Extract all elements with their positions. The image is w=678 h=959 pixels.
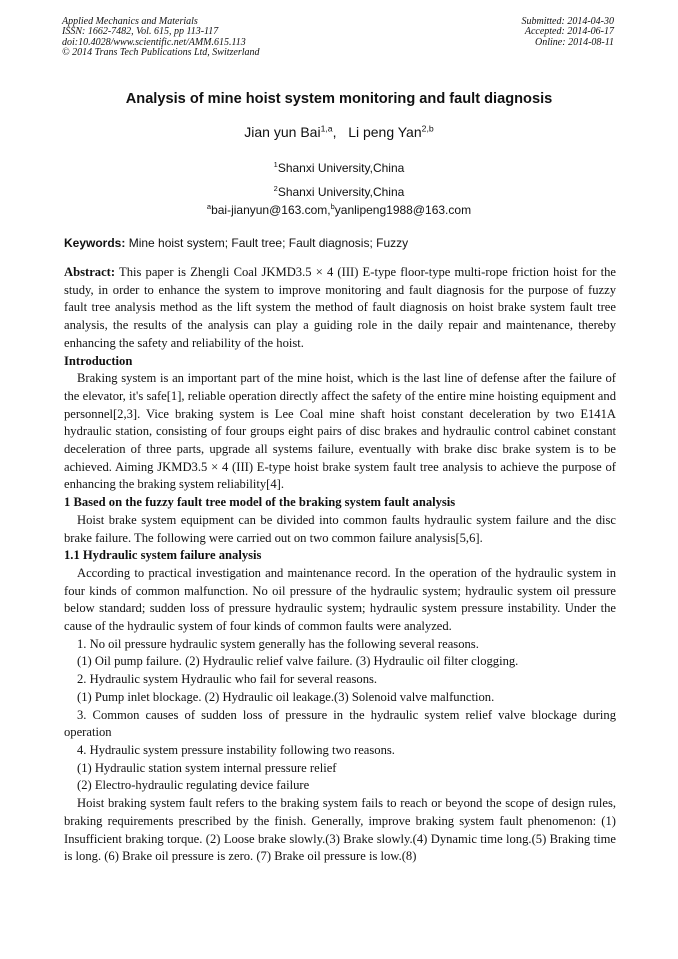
submitted-date: Submitted: 2014-04-30 (521, 16, 614, 27)
email-superscript: a (206, 202, 212, 211)
paper-title: Analysis of mine hoist system monitoring and fault diagnosis (125, 91, 553, 107)
affiliation-superscript: 1 (273, 160, 278, 169)
author-emails (0, 203, 678, 217)
section-heading: Introduction (64, 353, 133, 368)
submission-dates (522, 17, 615, 48)
abstract-text: This paper is Zhengli Coal JKMD3.5 × 4 (III) E-type floor-type multi-rope friction hoist for the study, in order to enhance the system to improve monitoring and fault diagnosis for the purpose of fuzzy fault tree analysis method as the lift system the method of fault diagnosis on hoist brake system fault tree analysis, the results of the analysis can play a guiding role in the daily repair and maintenance, thereby enhancing the safety and reliability of the hoist. (64, 265, 616, 350)
body-paragraph: 1. No oil pressure hydraulic system generally has the following several reasons. (77, 636, 479, 651)
journal-issn: ISSN: 1662-7482, Vol. 615, pp 113-117 (62, 26, 219, 38)
section-heading: 1 Based on the fuzzy fault tree model of the braking system fault analysis (64, 495, 456, 510)
affiliation-superscript: 2 (273, 184, 278, 193)
journal-doi: doi:10.4028/www.scientific.net/AMM.615.113 (62, 36, 246, 48)
body-paragraph: According to practical investigation and maintenance record. In the operation of the hydraulic system in four kinds of common malfunction. No oil pressure of the hydraulic system; hydraulic system oil pressure below standard; sudden loss of pressure hydraulic system; hydraulic system pressure instability. Under the cause of the hydraulic system of four kinds of common faults were analyzed. (64, 565, 616, 634)
author-superscript: 2,b (421, 123, 434, 134)
email-superscript: b (330, 202, 335, 211)
keywords (64, 236, 616, 250)
author-list (0, 124, 678, 140)
affiliation-2 (0, 185, 678, 199)
author-name: Li peng Yan (348, 124, 422, 140)
body-paragraph: 2. Hydraulic system Hydraulic who fail for several reasons. (77, 672, 378, 687)
body-sections (64, 353, 616, 866)
author-separator: , (332, 124, 337, 140)
section-heading: 1.1 Hydraulic system failure analysis (64, 548, 262, 563)
email-a: bai-jianyun@163.com, (211, 203, 331, 217)
author-superscript: 1,a (320, 123, 333, 134)
body-paragraph: (1) Pump inlet blockage. (2) Hydraulic oil leakage.(3) Solenoid valve malfunction. (77, 689, 495, 704)
accepted-date: Accepted: 2014-06-17 (524, 26, 614, 38)
body-paragraph: (1) Hydraulic station system internal pressure relief (77, 760, 337, 775)
body-paragraph: (2) Electro-hydraulic regulating device failure (77, 778, 310, 793)
author-name: Jian yun Bai (244, 124, 321, 140)
journal-info (62, 17, 260, 59)
affiliation-text: Shanxi University,China (277, 161, 405, 175)
email-b: yanlipeng1988@163.com (334, 203, 472, 217)
journal-name: Applied Mechanics and Materials (62, 16, 198, 27)
body-paragraph: Braking system is an important part of the mine hoist, which is the last line of defense after the failure of the elevator, it's safe[1], reliable operation directly affect the safety of the entire mine hoisting equipment and personnel[2,3]. Vice braking system is Lee Coal mine shaft hoist constant deceleration by two E141A hydraulic station, consisting of four groups eight pairs of disc brakes and hydraulic control cabinet constant deceleration of three parts, upgrade all systems failure, eventually with brake disc brake system is to be achieved. Aiming JKMD3.5 × 4 (III) E-type hoist brake system fault tree analysis to achieve the purpose of enhancing the braking system reliability[4]. (64, 371, 616, 492)
body-paragraph: Hoist braking system fault refers to the braking system fails to reach or beyond the scope of design rules, braking requirements prescribed by the finish. Generally, improve braking system fault phenomenon: (1) Insufficient braking torque. (2) Loose brake slowly.(3) Brake slowly.(4) Dynamic time long.(5) Braking time is long. (6) Brake oil pressure is zero. (7) Brake oil pressure is low.(8) (64, 796, 616, 864)
body-paragraph: (1) Oil pump failure. (2) Hydraulic relief valve failure. (3) Hydraulic oil filter clogging. (77, 654, 519, 669)
keywords-label: Keywords: (64, 236, 126, 250)
body-paragraph: 3. Common causes of sudden loss of pressure in the hydraulic system relief valve blockage during operation (64, 707, 616, 740)
online-date: Online: 2014-08-11 (535, 36, 614, 48)
affiliation-1 (0, 161, 678, 175)
keywords-text: Mine hoist system; Fault tree; Fault diagnosis; Fuzzy (125, 236, 409, 250)
abstract (64, 264, 616, 353)
journal-copyright: © 2014 Trans Tech Publications Ltd, Switzerland (62, 47, 260, 59)
paper-body (64, 264, 616, 866)
affiliation-text: Shanxi University,China (277, 185, 405, 199)
body-paragraph: Hoist brake system equipment can be divided into common faults hydraulic system failure and the disc brake failure. The following were carried out on two common failure analysis[5,6]. (64, 512, 616, 545)
body-paragraph: 4. Hydraulic system pressure instability following two reasons. (77, 742, 395, 757)
abstract-label: Abstract: (64, 265, 116, 279)
